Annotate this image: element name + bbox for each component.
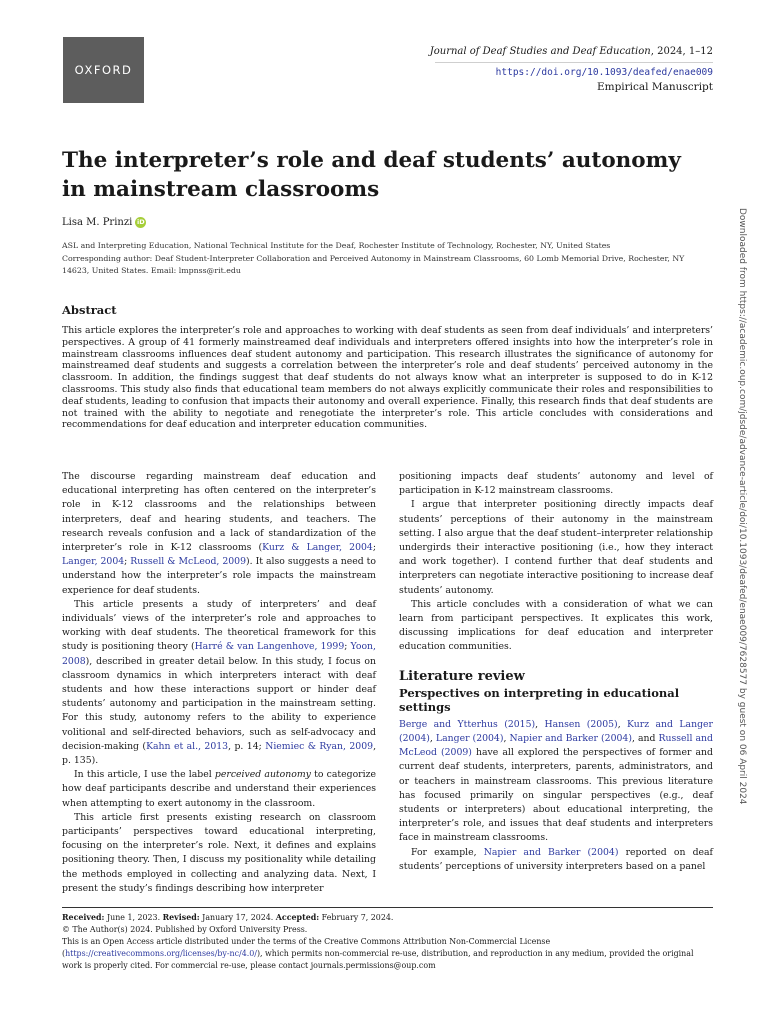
doi-link[interactable]: https://doi.org/10.1093/deafed/enae009: [495, 67, 713, 78]
citation-link[interactable]: Yoon, 2008: [62, 641, 376, 667]
citation-link[interactable]: Berge and Ytterhus (2015): [399, 718, 536, 730]
copyright: © The Author(s) 2024. Published by Oxford University Press.: [62, 925, 308, 934]
correspondence: Corresponding author: Deaf Student-Interpreter Collaboration and Perceived Autonomy in Mainstream Classrooms, 60 Lomb Memorial Drive, Rochester, NY 14623, United States. Email: lmpnss@rit.edu: [62, 254, 685, 275]
body-column-right: [399, 470, 713, 874]
manuscript-type: Empirical Manuscript: [596, 81, 713, 93]
citation-link[interactable]: Kurz and Langer (2004): [399, 718, 713, 745]
journal-name: Journal of Deaf Studies and Deaf Education: [429, 46, 651, 57]
paragraph: Berge and Ytterhus (2015), Hansen (2005), Kurz and Langer (2004), Langer (2004), Napier and Barker (2004), and Russell and McLeod (2009) have all explored the perspectives of former and current deaf students, interpreters, parents, administrators, and or teachers in mainstream classrooms. This previous literature has focused primarily on singular perspectives (e.g., deaf students or interpreters) about educational interpreting, the interpreter’s role, and issues that deaf students and interpreters face in mainstream classrooms.: [399, 718, 713, 844]
paragraph: This article first presents existing research on classroom participants’ perspectives toward educational interpreting, focusing on the interpreter’s role. Next, it defines and explains positioning theory. Then, I discuss my positionality while detailing the methods employed in collecting and analyzing data. Next, I present the study’s findings describing how interpreter: [62, 811, 376, 894]
citation-link[interactable]: Niemiec & Ryan, 2009: [265, 740, 374, 752]
citation-link[interactable]: Napier and Barker (2004): [509, 733, 632, 745]
paragraph: positioning impacts deaf students’ autonomy and level of participation in K-12 mainstream classrooms.: [399, 471, 713, 497]
paragraph: For example, Napier and Barker (2004) reported on deaf students’ perceptions of university interpreters based on a panel: [399, 846, 713, 872]
orcid-icon[interactable]: iD: [137, 218, 145, 226]
author-line: [62, 217, 146, 228]
footer: [62, 912, 713, 972]
citation-link[interactable]: Langer (2004): [435, 733, 504, 745]
section-heading: Literature review: [399, 668, 525, 684]
subsection-heading: Perspectives on interpreting in educational settings: [399, 685, 680, 714]
affiliation-block: [62, 240, 712, 278]
license: This is an Open Access article distributed under the terms of the Creative Commons Attribution Non-Commercial License (https://creativecommons.org/licenses/by-nc/4.0/), which permits non-commercial re-use, distribution, and reproduction in any medium, provided the original work is properly cited. For commercial re-use, please contact journals.permissions@oup.com: [62, 937, 694, 970]
paragraph: I argue that interpreter positioning directly impacts deaf students’ perceptions of their autonomy in the mainstream setting. I also argue that the deaf student–interpreter relationship undergirds their interactive positioning (i.e., how they interact and work together). I contend further that deaf students and interpreters can negotiate interactive positioning to increase deaf students’ autonomy.: [399, 499, 713, 596]
paragraph: The discourse regarding mainstream deaf education and educational interpreting has often centered on the interpreter’s role in K-12 classrooms and the relationships between interpreters, deaf and hearing students, and teachers. The research reveals confusion and a lack of standardization of the interpreter’s role in K-12 classrooms (Kurz & Langer, 2004; Langer, 2004; Russell & McLeod, 2009). It also suggests a need to understand how the interpreter’s role impacts the mainstream experience for deaf students.: [62, 471, 376, 596]
header-rule: [435, 62, 713, 63]
journal-header: [430, 45, 713, 94]
citation-link[interactable]: Russell and McLeod (2009): [399, 733, 713, 759]
paragraph: This article presents a study of interpreters’ and deaf individuals’ views of the interpreter’s role and approaches to working with deaf students. The theoretical framework for this study is positioning theory (Harré & van Langenhove, 1999; Yoon, 2008), described in greater detail below. In this study, I focus on classroom dynamics in which interpreters interact with deaf students and how these interactions support or hinder deaf students’ autonomy and participation in the mainstream setting. For this study, autonomy refers to the ability to experience volitional and self-directed behaviors, such as self-advocacy and decision-making (Kahn et al., 2013, p. 14; Niemiec & Ryan, 2009, p. 135).: [62, 598, 377, 767]
body-column-left: [62, 470, 376, 896]
affiliation: ASL and Interpreting Education, National Technical Institute for the Deaf, Rochester Institute of Technology, Rochester, NY, United States: [62, 241, 611, 250]
footer-rule: [62, 907, 713, 908]
abstract-text: This article explores the interpreter’s role and approaches to working with deaf students as seen from deaf individuals’ and interpreters’ perspectives. A group of 41 formerly mainstreamed deaf individuals and interpreters offered insights into how the interpreter’s role in mainstream classrooms influences deaf student autonomy and participation. This research illustrates the significance of autonomy for mainstreamed deaf students and suggests a correlation between the interpreter’s role and deaf students’ perceived autonomy in the classroom. In addition, the findings suggest that deaf students do not always know what an interpreter is supposed to do in K-12 classrooms. This study also finds that educational team members do not always explicitly communicate their roles and responsibilities to deaf students, leading to confusion that impacts their autonomy and overall experience. Finally, this research finds that deaf students are not trained with the ability to negotiate and renegotiate the interpreter’s role. This article concludes with considerations and recommendations for deaf education and interpreter education communities.: [62, 325, 713, 431]
dates-line: Received: June 1, 2023. Revised: January 17, 2024. Accepted: February 7, 2024.: [62, 913, 394, 922]
citation-link[interactable]: Kurz & Langer, 2004: [262, 542, 373, 554]
paragraph: In this article, I use the label perceived autonomy to categorize how deaf participants describe and understand their experiences when attempting to exert autonomy in the classroom.: [62, 769, 376, 809]
article-title: The interpreter’s role and deaf students’ autonomy in mainstream classrooms: [62, 148, 681, 202]
download-note: Downloaded from https://academic.oup.com/jdsde/advance-article/doi/10.1093/deafed/enae009/7628577 by guest on 06 April 2024: [737, 208, 747, 805]
citation-link[interactable]: Hansen (2005): [544, 718, 618, 730]
oxford-logo: OXFORD: [63, 37, 144, 103]
citation-link[interactable]: Kahn et al., 2013: [146, 740, 229, 752]
paragraph: This article concludes with a consideration of what we can learn from participant perspectives. It explicates this work, discussing implications for deaf education and interpreter education communities.: [399, 598, 713, 653]
citation-link[interactable]: Napier and Barker (2004): [483, 846, 619, 858]
license-link[interactable]: https://creativecommons.org/licenses/by-nc/4.0/: [65, 949, 257, 958]
abstract-heading: Abstract: [62, 303, 117, 317]
citation-link[interactable]: Russell & McLeod, 2009: [130, 556, 247, 568]
journal-year-pages: , 2024, 1–12: [650, 46, 713, 57]
citation-link[interactable]: Harré & van Langenhove, 1999: [194, 641, 345, 653]
citation-link[interactable]: Langer, 2004: [62, 556, 125, 568]
term-emphasis: perceived autonomy: [214, 769, 311, 781]
author-name: Lisa M. Prinzi: [62, 217, 133, 228]
